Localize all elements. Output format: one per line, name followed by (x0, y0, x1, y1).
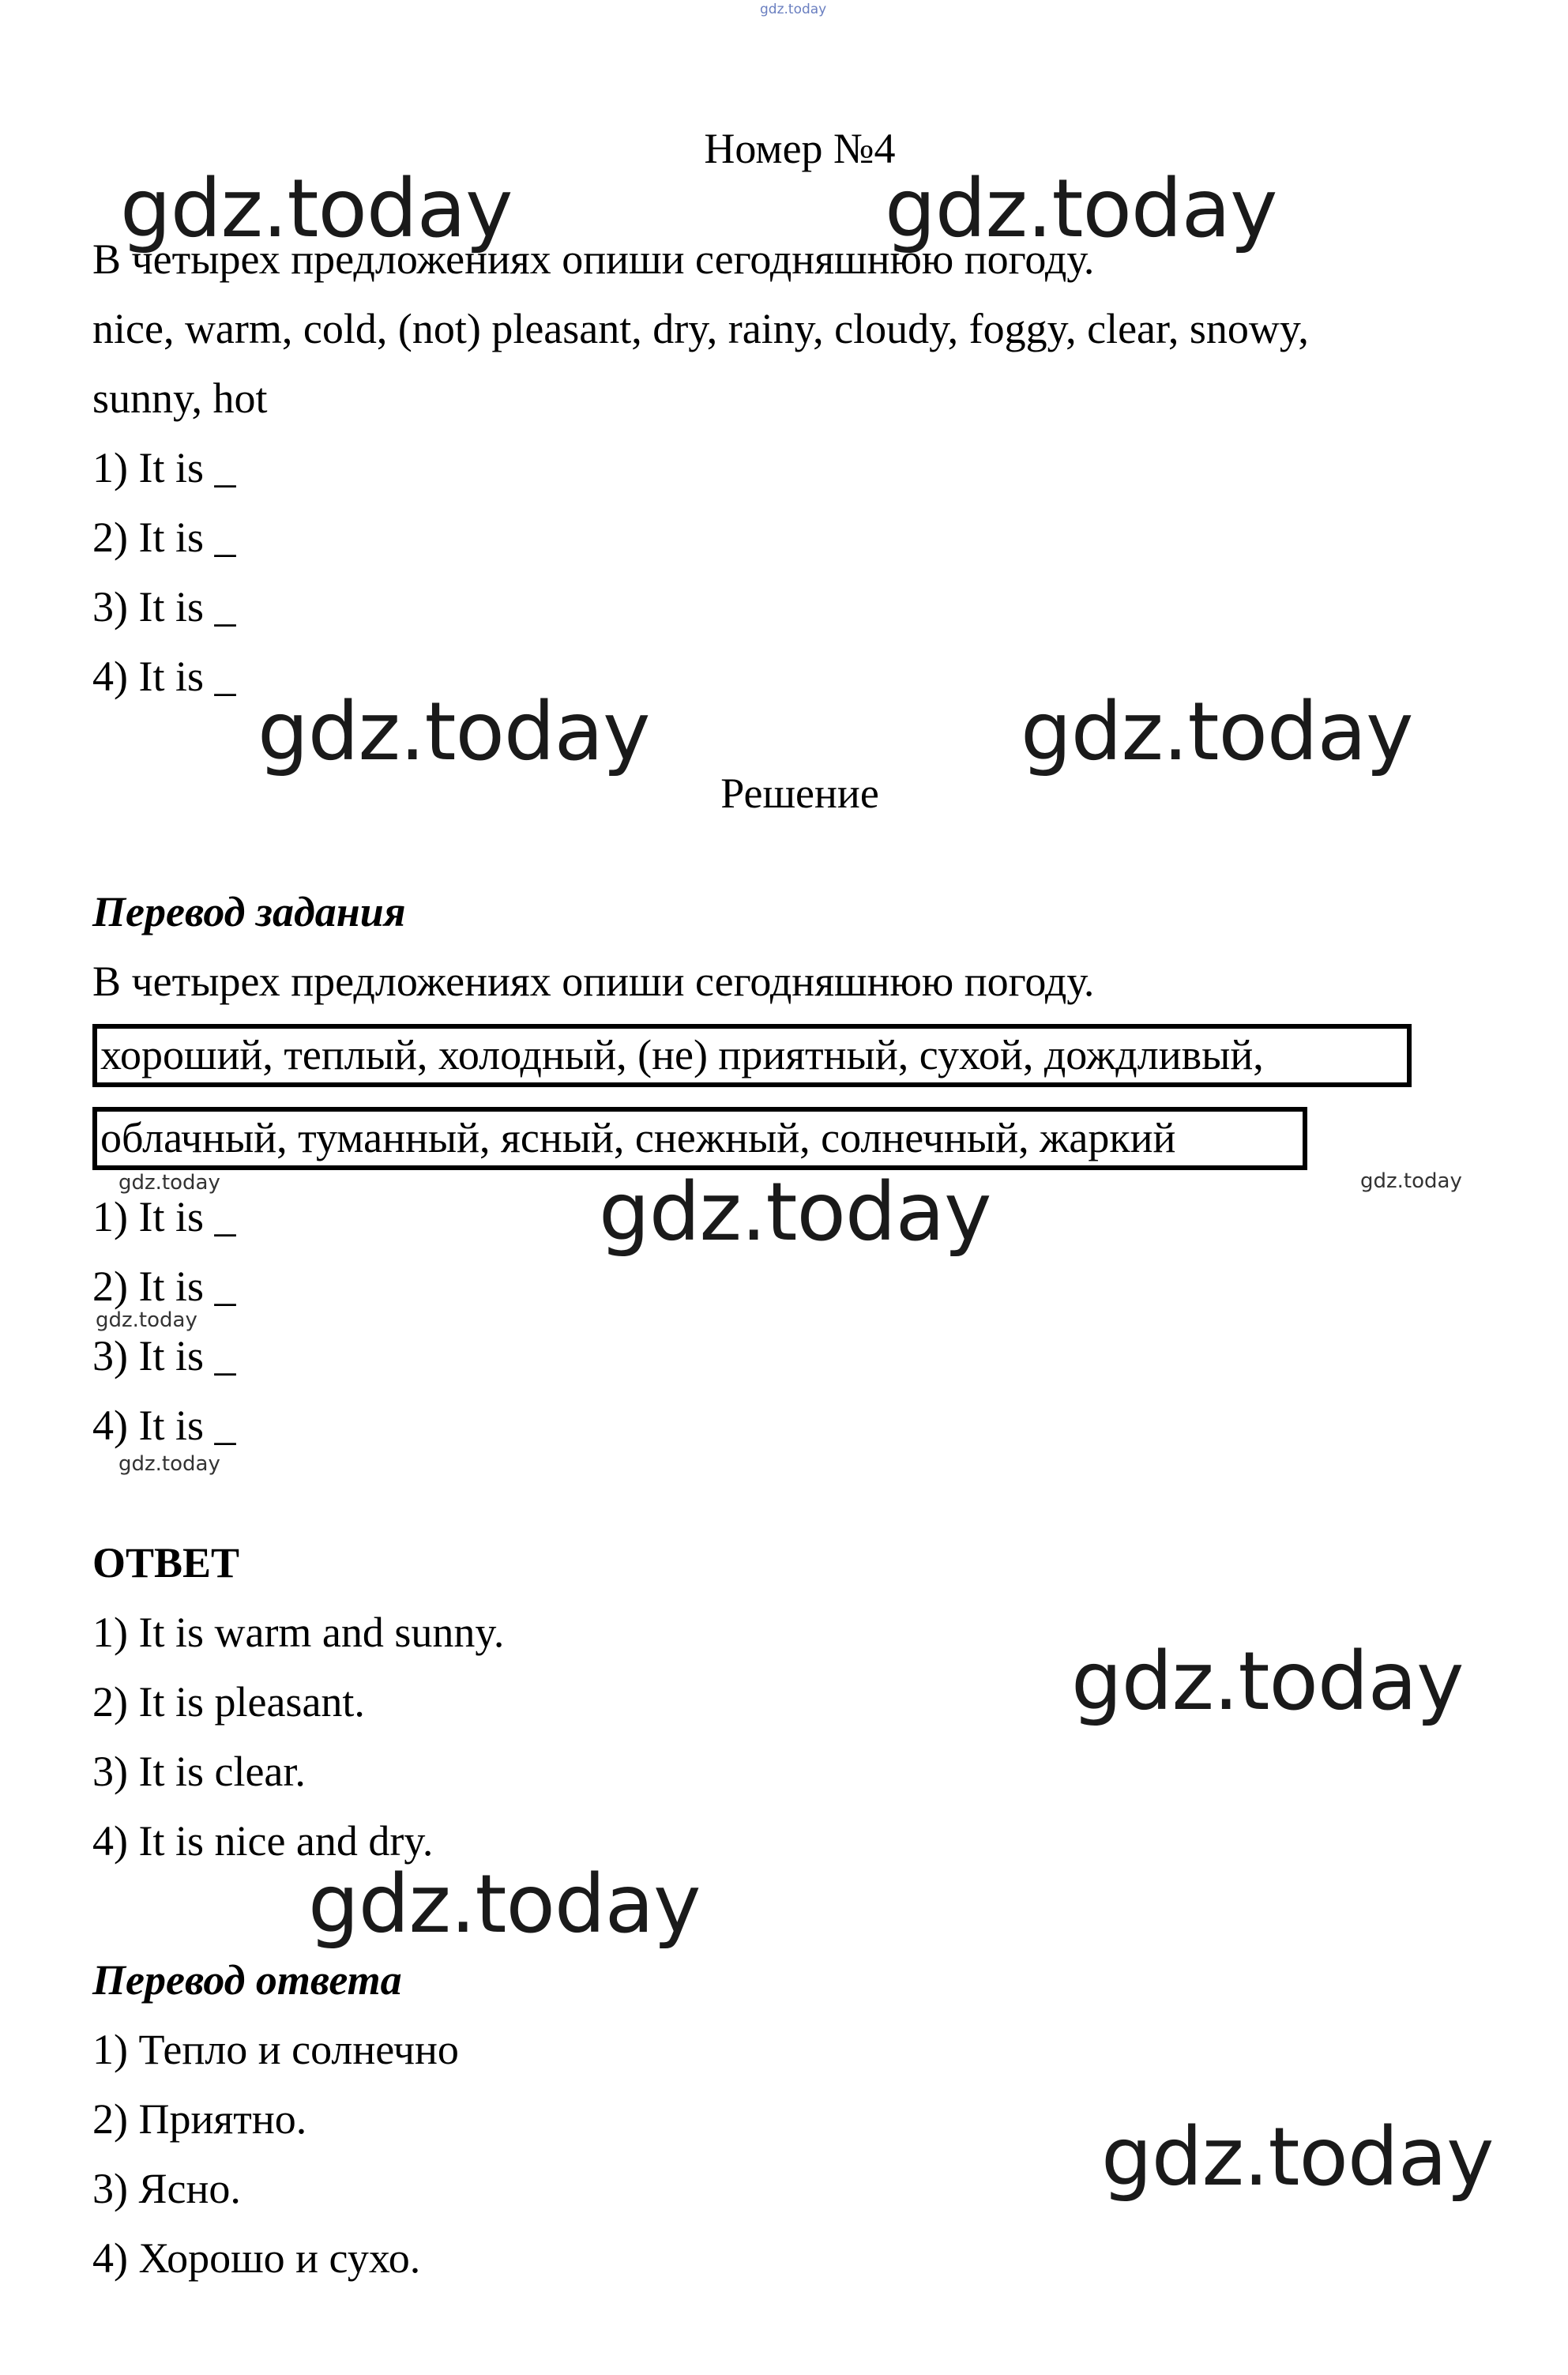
solution-item-4: 4) It is _ (92, 1402, 236, 1449)
watermark-small: gdz.today (118, 1171, 220, 1195)
watermark: gdz.today (308, 1857, 701, 1952)
answer-item-4: 4) It is nice and dry. (92, 1817, 434, 1865)
translation-answer-item-1: 1) Тепло и солнечно (92, 2026, 459, 2073)
translation-task-instruction: В четырех предложениях опиши сегодняшнюю погоду. (92, 958, 1095, 1005)
watermark: gdz.today (120, 162, 513, 256)
watermark-small: gdz.today (1360, 1169, 1462, 1193)
task-item-3: 3) It is _ (92, 583, 236, 630)
watermark: gdz.today (258, 685, 650, 779)
answer-item-2: 2) It is pleasant. (92, 1678, 365, 1726)
solution-item-3: 3) It is _ (92, 1332, 236, 1379)
watermark: gdz.today (1071, 1635, 1464, 1729)
translation-answer-item-4: 4) Хорошо и сухо. (92, 2234, 421, 2282)
task-item-1: 1) It is _ (92, 444, 236, 491)
translation-task-heading: Перевод задания (92, 888, 406, 935)
answer-item-1: 1) It is warm and sunny. (92, 1609, 505, 1656)
task-words-line1: nice, warm, cold, (not) pleasant, dry, rainy, cloudy, foggy, clear, snowy, (92, 305, 1309, 352)
answer-item-3: 3) It is clear. (92, 1748, 306, 1795)
answer-heading: ОТВЕТ (92, 1539, 240, 1586)
watermark-top: gdz.today (760, 2, 827, 17)
watermark-small: gdz.today (96, 1308, 197, 1332)
solution-item-1: 1) It is _ (92, 1193, 236, 1240)
watermark-small: gdz.today (118, 1452, 220, 1476)
translation-answer-item-2: 2) Приятно. (92, 2095, 307, 2143)
watermark: gdz.today (1101, 2110, 1494, 2204)
solution-heading: Решение (720, 770, 879, 817)
translation-words-box-1: хороший, теплый, холодный, (не) приятный, сухой, дождливый, (92, 1024, 1412, 1087)
watermark: gdz.today (1021, 685, 1413, 779)
task-instruction: В четырех предложениях опиши сегодняшнюю погоду. (92, 235, 1095, 283)
solution-item-2: 2) It is _ (92, 1263, 236, 1310)
task-words-line2: sunny, hot (92, 375, 268, 422)
translation-answer-item-3: 3) Ясно. (92, 2165, 241, 2212)
watermark: gdz.today (599, 1165, 991, 1259)
watermark: gdz.today (885, 162, 1277, 256)
task-item-4: 4) It is _ (92, 653, 236, 700)
page-title: Номер №4 (704, 125, 896, 172)
translation-answer-heading: Перевод ответа (92, 1956, 402, 2004)
translation-words-box-2: облачный, туманный, ясный, снежный, солнечный, жаркий (92, 1107, 1307, 1170)
task-item-2: 2) It is _ (92, 514, 236, 561)
